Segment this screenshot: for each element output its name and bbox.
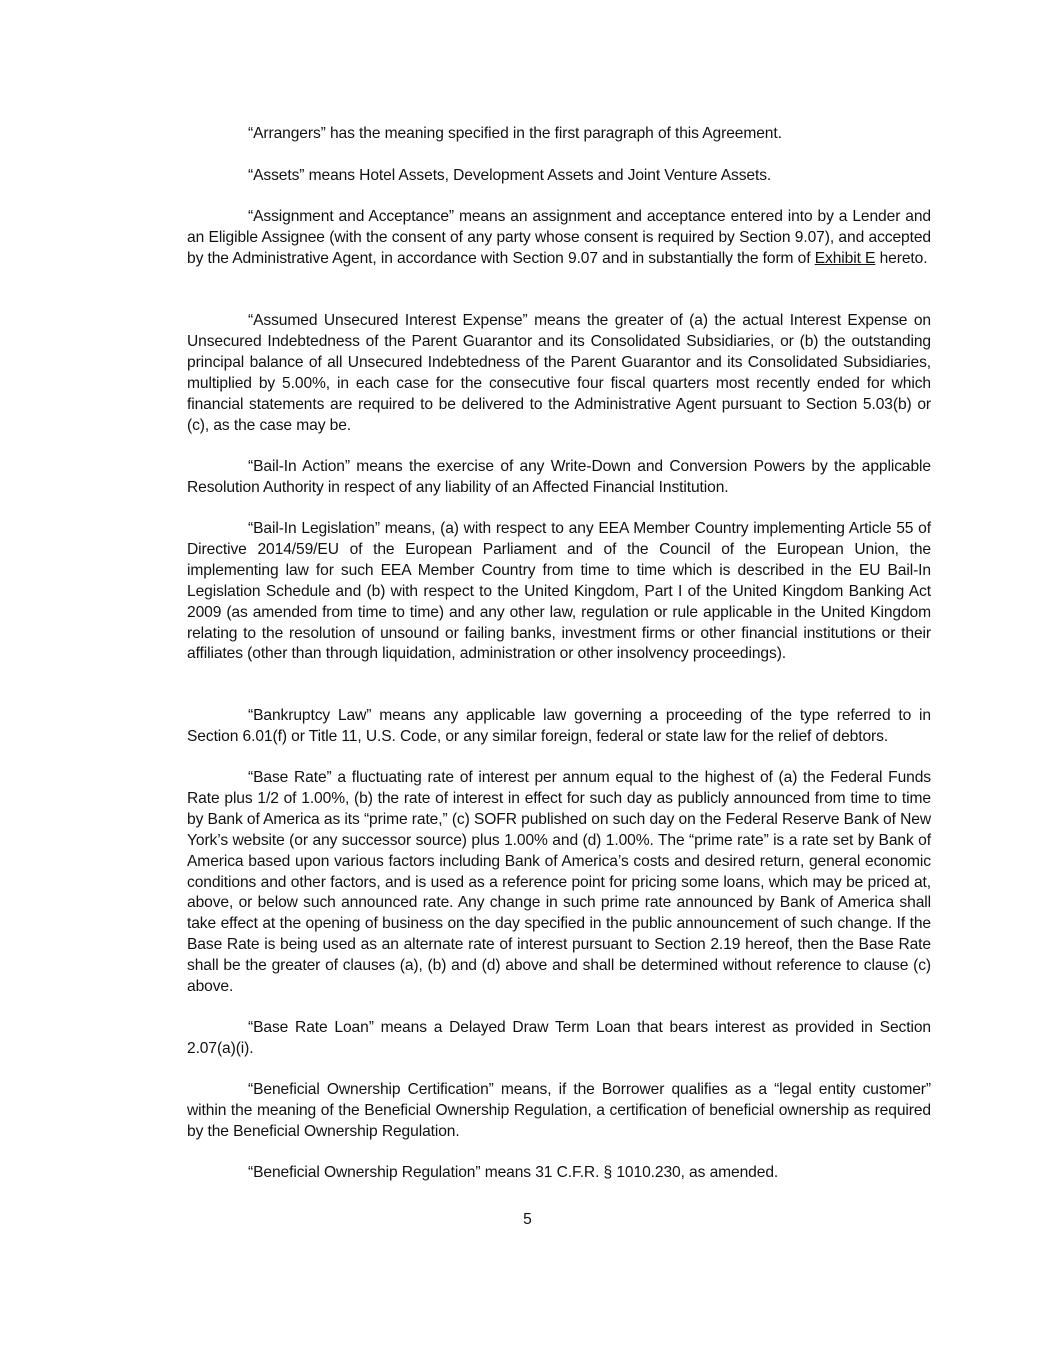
definition-beneficial-ownership-certification <box>187 1080 931 1143</box>
definition-assignment-text-before: “Assignment and Acceptance” means an assignment and acceptance entered into by a Lender and an Eligible Assignee (with the consent of any party whose consent is required by Section 9.07), and accepted by the Administrative Agent, in accordance with Section 9.07 and in substantially the form of <box>187 208 931 267</box>
definition-beneficial-ownership-certification-text: “Beneficial Ownership Certification” means, if the Borrower qualifies as a “legal entity customer” within the meaning of the Beneficial Ownership Regulation, a certification of beneficial ownership as required by the Beneficial Ownership Regulation. <box>187 1081 931 1140</box>
definition-base-rate-loan-text: “Base Rate Loan” means a Delayed Draw Term Loan that bears interest as provided in Section 2.07(a)(i). <box>187 1019 931 1057</box>
exhibit-e-reference: Exhibit E <box>814 249 876 267</box>
definition-assignment-text-after: hereto. <box>875 249 928 267</box>
definition-assignment-and-acceptance <box>187 207 931 270</box>
definition-bankruptcy-law <box>187 706 931 748</box>
definition-arrangers-text: “Arrangers” has the meaning specified in the first paragraph of this Agreement. <box>248 125 782 142</box>
definition-base-rate-loan <box>187 1018 931 1060</box>
definition-bail-in-action-text: “Bail-In Action” means the exercise of any Write-Down and Conversion Powers by the applicable Resolution Authority in respect of any liability of an Affected Financial Institution. <box>187 458 931 496</box>
definition-arrangers <box>187 124 931 145</box>
definition-assumed-unsecured-interest-expense <box>187 311 931 436</box>
definition-bail-in-legislation <box>187 519 931 665</box>
page-number: 5 <box>523 1211 532 1228</box>
definition-beneficial-ownership-regulation-text: “Beneficial Ownership Regulation” means 31 C.F.R. § 1010.230, as amended. <box>248 1164 779 1181</box>
definition-assets <box>187 166 931 187</box>
definition-assumed-unsecured-text: “Assumed Unsecured Interest Expense” means the greater of (a) the actual Interest Expense on Unsecured Indebtedness of the Parent Guarantor and its Consolidated Subsidiaries, or (b) the outstanding principal balance of all Unsecured Indebtedness of the Parent Guarantor and its Consolidated Subsidiaries, multiplied by 5.00%, in each case for the consecutive four fiscal quarters most recently ended for which financial statements are required to be delivered to the Administrative Agent pursuant to Section 5.03(b) or (c), as the case may be. <box>187 312 931 434</box>
definition-base-rate <box>187 768 931 998</box>
definition-bankruptcy-law-text: “Bankruptcy Law” means any applicable law governing a proceeding of the type referred to in Section 6.01(f) or Title 11, U.S. Code, or any similar foreign, federal or state law for the relief of debtors. <box>187 707 931 745</box>
definition-beneficial-ownership-regulation <box>187 1163 931 1184</box>
definition-bail-in-action <box>187 457 931 499</box>
definition-assets-text: “Assets” means Hotel Assets, Development Assets and Joint Venture Assets. <box>248 167 772 184</box>
definition-bail-in-legislation-text: “Bail-In Legislation” means, (a) with respect to any EEA Member Country implementing Article 55 of Directive 2014/59/EU of the European Parliament and of the Council of the European Union, the implementing law for such EEA Member Country from time to time which is described in the EU Bail-In Legislation Schedule and (b) with respect to the United Kingdom, Part I of the United Kingdom Banking Act 2009 (as amended from time to time) and any other law, regulation or rule applicable in the United Kingdom relating to the resolution of unsound or failing banks, investment firms or other financial institutions or their affiliates (other than through liquidation, administration or other insolvency proceedings). <box>187 520 931 663</box>
definition-base-rate-text: “Base Rate” a fluctuating rate of interest per annum equal to the highest of (a) the Federal Funds Rate plus 1/2 of 1.00%, (b) the rate of interest in effect for such day as publicly announced from time to time by Bank of America as its “prime rate,” (c) SOFR published on such day on the Federal Reserve Bank of New York’s website (or any successor source) plus 1.00% and (d) 1.00%. The “prime rate” is a rate set by Bank of America based upon various factors including Bank of America’s costs and desired return, general economic conditions and other factors, and is used as a reference point for pricing some loans, which may be priced at, above, or below such announced rate. Any change in such prime rate announced by Bank of America shall take effect at the opening of business on the day specified in the public announcement of such change. If the Base Rate is being used as an alternate rate of interest pursuant to Section 2.19 hereof, then the Base Rate shall be the greater of clauses (a), (b) and (d) above and shall be determined without reference to clause (c) above. <box>187 769 931 996</box>
